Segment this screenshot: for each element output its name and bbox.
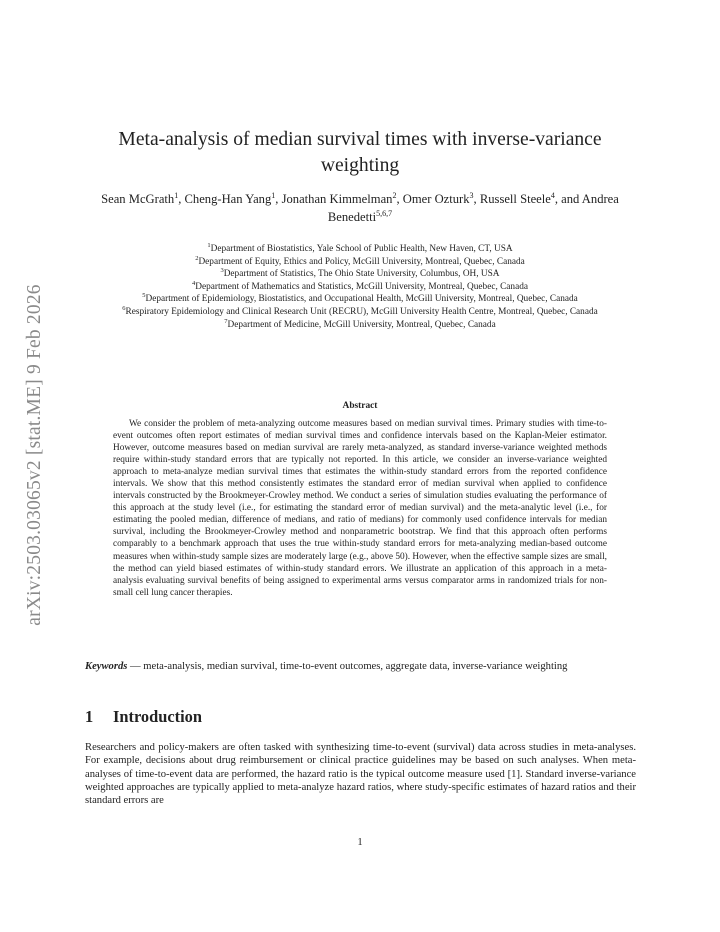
abstract-text: We consider the problem of meta-analyzing outcome measures based on median survival times. Primary studies with time-to-event outcomes often report estimates of median survival times and confidence intervals based on the Kaplan-Meier estimator. However, outcome measures based on median survival are rarely meta-analyzed, as standard inverse-variance weighted methods require within-study standard errors that are typically not reported. In this article, we consider an inverse-variance weighted approach to meta-analyze median survival times that estimates the within-study standard errors from the reported confidence intervals. We show that this method consistently estimates the standard error of median survival when applied to confidence intervals constructed by the Brookmeyer-Crowley method. We conduct a series of simulation studies evaluating the performance of this approach at the study level (i.e., for estimating the standard error of median survival) and the meta-analytic level (i.e., for estimating the pooled median, difference of medians, and ratio of medians) for commonly used confidence intervals for median survival, including the Brookmeyer-Crowley method and nonparametric bootstrap. We find that this approach often performs comparably to a benchmark approach that uses the true within-study standard errors for meta-analyzing median-based outcome measures when within-study sample sizes are moderately large (e.g., above 50). However, when the effective sample sizes are small, the method can yield biased estimates of within-study standard errors. We illustrate an application of this approach in a meta-analysis evaluating survival benefits of being assigned to experimental arms versus comparator arms in randomized trials for non-small cell lung cancer therapies. — [113, 419, 607, 598]
author: Cheng-Han Yang$^1$, — [184, 190, 282, 206]
affiliation: $^5$Department of Epidemiology, Biostatistics, and Occupational Health, McGill University, Montreal, Quebec, Canada — [142, 292, 578, 305]
keywords-label: Keywords — [85, 661, 128, 672]
affiliation-marker: 1 — [271, 190, 276, 200]
affiliation-marker: 3 — [469, 190, 474, 200]
author: Omer Ozturk$^3$, — [402, 190, 480, 206]
author: Sean McGrath$^1$, — [101, 190, 185, 206]
affiliation: $^1$Department of Biostatistics, Yale School of Public Health, New Haven, CT, USA — [207, 241, 513, 254]
abstract-heading: Abstract — [342, 401, 378, 411]
paper-title: Meta-analysis of median survival times with inverse-variance weighting — [118, 129, 602, 176]
author: Jonathan Kimmelman$^2$, — [281, 190, 403, 206]
affiliation-marker: 5,6,7 — [376, 208, 393, 218]
page-number: 1 — [357, 837, 363, 848]
affiliation-list — [85, 243, 635, 331]
affiliation: $^4$Department of Mathematics and Statistics, McGill University, Montreal, Quebec, Canada — [192, 279, 528, 292]
affiliation-marker: 4 — [550, 190, 555, 200]
arxiv-identifier-text: arXiv:2503.03065v2 [stat.ME] 9 Feb 2026 — [24, 284, 45, 626]
author-list — [85, 191, 635, 226]
section-heading — [85, 707, 202, 727]
author: Russell Steele$^4$, and — [479, 190, 582, 206]
affiliation-marker: 2 — [392, 190, 397, 200]
author: Andrea Benedetti$^{5,6,7}$ — [327, 192, 619, 224]
affiliation-marker: 1 — [174, 190, 179, 200]
affiliation: $^2$Department of Equity, Ethics and Policy, McGill University, Montreal, Quebec, Canada — [195, 254, 525, 267]
affiliation: $^3$Department of Statistics, The Ohio State University, Columbus, OH, USA — [220, 267, 500, 280]
intro-paragraph: Researchers and policy-makers are often tasked with synthesizing time-to-event (survival) data across studies in meta-analyses. For example, decisions about drug reimbursement or clinical practice guidelines may be based on such analyses. When meta-analyses of time-to-event data are performed, the hazard ratio is the typical outcome measure used [1]. Standard inverse-variance weighted approaches are typically applied to meta-analyze hazard ratios, where study-specific estimates of hazard ratios and their standard errors are — [85, 742, 636, 807]
section-title: Introduction — [113, 707, 202, 726]
arxiv-identifier — [20, 260, 50, 650]
affiliation: $^7$Department of Medicine, McGill University, Montreal, Quebec, Canada — [224, 317, 496, 330]
affiliation: $^6$Respiratory Epidemiology and Clinical Research Unit (RECRU), McGill University Health Centre, Montreal, Quebec, Canada — [122, 304, 598, 317]
keywords-text: — meta-analysis, median survival, time-to-event outcomes, aggregate data, inverse-variance weighting — [130, 661, 568, 672]
section-number: 1 — [85, 707, 94, 726]
keywords — [85, 660, 636, 673]
